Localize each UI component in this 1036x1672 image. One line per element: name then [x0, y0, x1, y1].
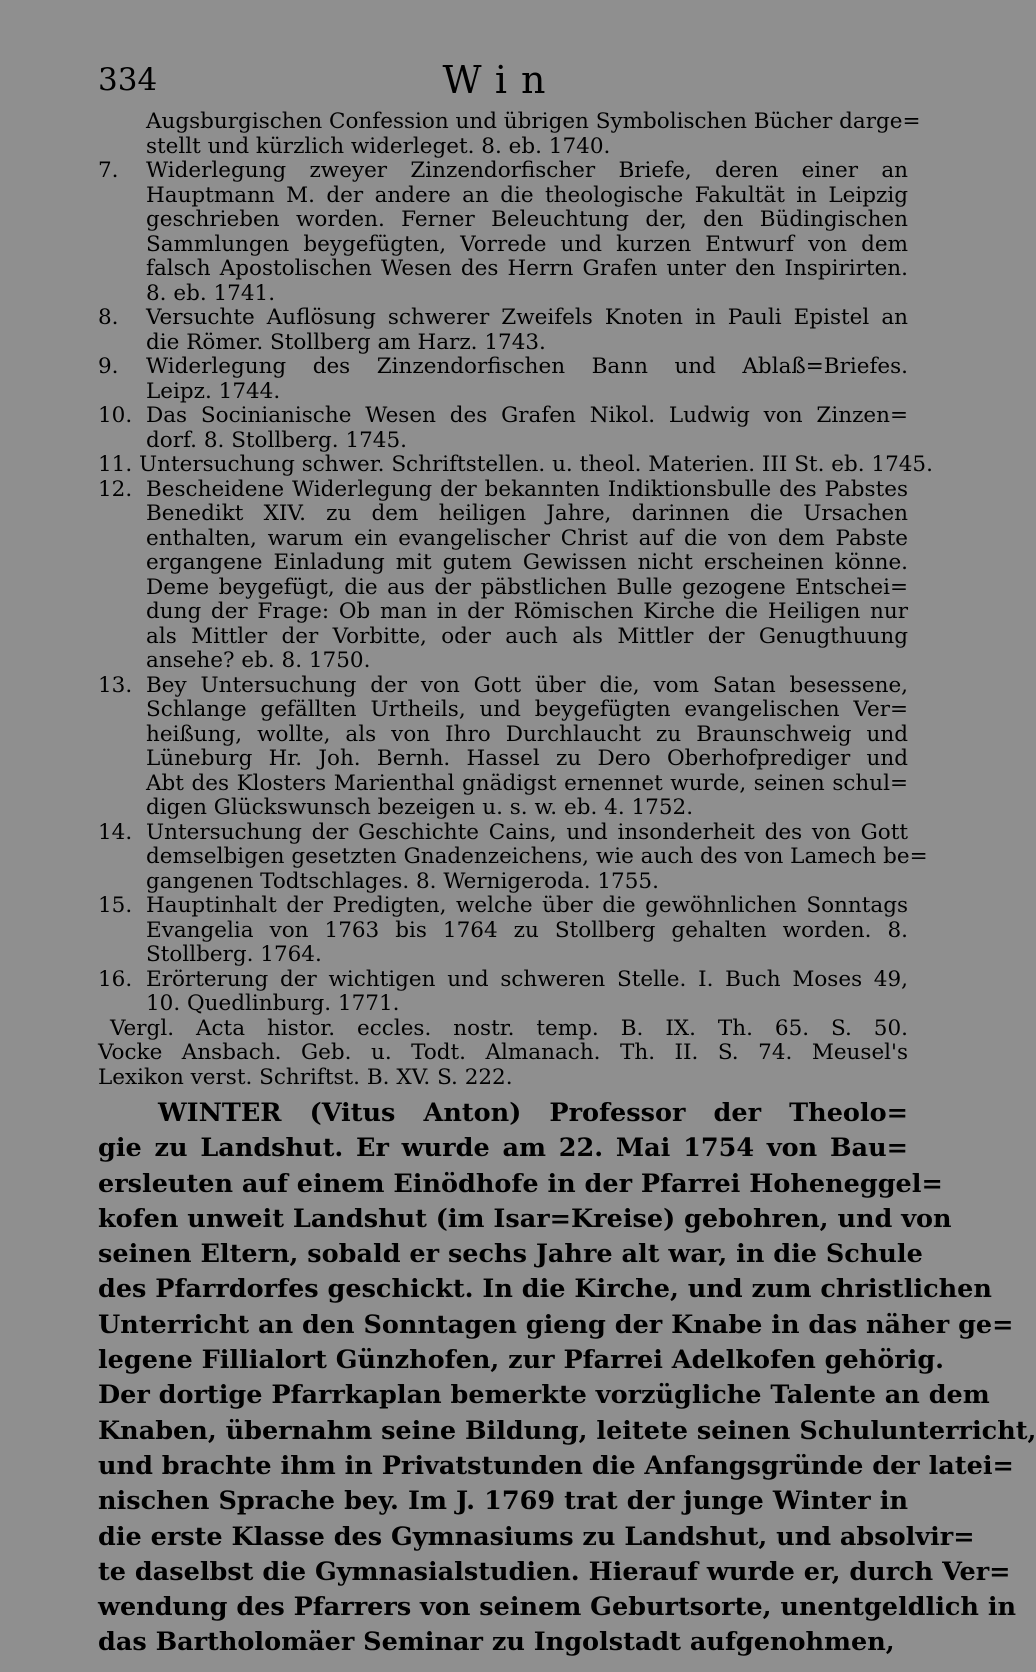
works-line	[98, 625, 908, 650]
works-line	[98, 723, 908, 748]
entry-line: legene Fillialort Günzhofen, zur Pfarrei Adelkofen gehörig.	[98, 1345, 945, 1376]
item-number: 8.	[98, 305, 119, 330]
works-line	[98, 576, 908, 601]
entry-line: Unterricht an den Sonntagen gieng der Knabe in das näher ge=	[98, 1309, 1014, 1340]
line-text: Widerlegung des Zinzendorfischen Bann und Ablaß=Briefes.	[146, 354, 908, 379]
works-line	[98, 844, 928, 870]
line-text: Untersuchung der Geschichte Cains, und insonderheit des von Gott	[146, 819, 908, 845]
line-text: 11. Untersuchung schwer. Schriftstellen. u. theol. Materien. III St. eb. 1745.	[98, 452, 933, 477]
works-line	[98, 919, 908, 944]
works-line	[98, 109, 921, 135]
line-text: Schlange gefällten Urtheils, und beygefügten evangelischen Ver=	[146, 697, 908, 722]
works-line	[98, 452, 933, 478]
line-text: Leipz. 1744.	[146, 378, 281, 404]
line-text: Versuchte Auflösung schwerer Zweifels Knoten in Pauli Epistel an	[146, 305, 908, 330]
line-text: Hauptmann M. der andere an die theologische Fakultät in Leipzig	[146, 182, 908, 208]
line-text: Stollberg. 1764.	[146, 942, 322, 967]
works-line	[98, 968, 908, 993]
entry-line: ersleuten auf einem Einödhofe in der Pfarrei Hoheneggel=	[98, 1168, 943, 1199]
line-text: Bescheidene Widerlegung der bekannten Indiktionsbulle des Pabstes	[146, 476, 908, 502]
works-line	[98, 380, 908, 405]
item-number: 12.	[98, 476, 133, 502]
line-text: dung der Frage: Ob man in der Römischen Kirche die Heiligen nur	[146, 599, 908, 624]
works-line	[98, 821, 908, 846]
line-text: 8. eb. 1741.	[146, 280, 276, 306]
line-text: geschrieben worden. Ferner Beleuchtung der, den Büdingischen	[146, 207, 908, 232]
works-line	[98, 992, 908, 1017]
works-line	[98, 1041, 908, 1066]
entry-line: Der dortige Pfarrkaplan bemerkte vorzügliche Talente an dem	[98, 1380, 990, 1411]
entry-line: gie zu Landshut. Er wurde am 22. Mai 1754 von Bau=	[98, 1133, 908, 1164]
works-line	[98, 233, 908, 258]
line-text: Lüneburg Hr. Joh. Bernh. Hassel zu Dero Oberhofprediger und	[146, 746, 908, 771]
line-text: Abt des Klosters Marienthal gnädigst ernennet wurde, seinen schul=	[146, 770, 908, 796]
works-line	[98, 502, 908, 527]
works-line	[98, 306, 908, 331]
works-line	[98, 894, 908, 919]
works-line	[98, 355, 908, 380]
line-text: ergangene Einladung mit gutem Gewissen nicht erscheinen könne.	[146, 550, 908, 575]
works-line	[98, 796, 908, 821]
works-line	[98, 282, 908, 307]
item-number: 15.	[98, 893, 133, 918]
line-text: Deme beygefügt, die aus der päbstlichen Bulle gezogene Entschei=	[146, 574, 908, 600]
item-number: 14.	[98, 819, 133, 845]
entry-line: die erste Klasse des Gymnasiums zu Landshut, und absolvir=	[98, 1521, 975, 1552]
line-text: Evangelia von 1763 bis 1764 zu Stollberg gehalten worden. 8.	[146, 917, 908, 943]
works-line	[98, 772, 908, 797]
line-text: digen Glückswunsch bezeigen u. s. w. eb. 4. 1752.	[146, 795, 694, 820]
entry-line: wendung des Pfarrers von seinem Geburtsorte, unentgeldlich in	[98, 1592, 1017, 1623]
line-text: enthalten, warum ein evangelischer Christ auf die von dem Pabste	[146, 525, 908, 551]
entry-line: seinen Eltern, sobald er sechs Jahre alt war, in die Schule	[98, 1239, 923, 1270]
works-line	[98, 135, 908, 160]
line-text: ansehe? eb. 8. 1750.	[146, 648, 371, 673]
entry-line: te daselbst die Gymnasialstudien. Hierauf wurde er, durch Ver=	[98, 1556, 1011, 1587]
line-text: Sammlungen beygefügten, Vorrede und kurzen Entwurf von dem	[146, 231, 908, 257]
works-line	[98, 404, 908, 429]
line-text: die Römer. Stollberg am Harz. 1743.	[146, 329, 546, 355]
item-number: 10.	[98, 403, 133, 428]
line-text: 10. Quedlinburg. 1771.	[146, 991, 400, 1016]
item-number: 13.	[98, 672, 133, 698]
works-line	[98, 429, 908, 454]
line-text: falsch Apostolischen Wesen des Herrn Grafen unter den Inspirirten.	[146, 256, 908, 281]
line-text: heißung, wollte, als von Ihro Durchlaucht zu Braunschweig und	[146, 721, 908, 747]
works-line	[98, 943, 908, 968]
running-head: Win	[442, 58, 560, 102]
works-line	[98, 257, 908, 282]
item-number: 9.	[98, 354, 119, 379]
works-line	[98, 870, 908, 895]
line-text: dorf. 8. Stollberg. 1745.	[146, 427, 408, 453]
line-text: stellt und kürzlich widerleget. 8. eb. 1740.	[146, 133, 611, 159]
line-text: demselbigen gesetzten Gnadenzeichens, wie auch des von Lamech be=	[146, 844, 928, 869]
biography-entry	[98, 1096, 1036, 1661]
works-line	[98, 747, 908, 772]
works-line	[98, 649, 908, 674]
works-line	[98, 674, 908, 699]
page-header	[98, 58, 904, 104]
line-text: Bey Untersuchung der von Gott über die, vom Satan besessene,	[146, 672, 908, 698]
line-text: als Mittler der Vorbitte, oder auch als Mittler der Genugthuung	[146, 623, 908, 649]
entry-line: des Pfarrdorfes geschickt. In die Kirche, und zum christlichen	[98, 1274, 992, 1305]
works-line	[98, 1017, 908, 1042]
entry-line: das Bartholomäer Seminar zu Ingolstadt aufgenohmen,	[98, 1627, 895, 1658]
works-line	[98, 478, 908, 503]
works-line	[98, 331, 908, 356]
works-line	[98, 698, 908, 723]
works-line	[98, 208, 908, 233]
entry-heading-line: WINTER (Vitus Anton) Professor der Theolo=	[158, 1098, 908, 1128]
works-line	[98, 551, 908, 576]
line-text: Erörterung der wichtigen und schweren Stelle. I. Buch Moses 49,	[146, 966, 908, 992]
entry-line: und brachte ihm in Privatstunden die Anfangsgründe der latei=	[98, 1450, 1014, 1481]
works-line	[98, 184, 908, 209]
line-text: Hauptinhalt der Predigten, welche über die gewöhnlichen Sonntags	[146, 893, 908, 918]
page-number: 334	[98, 62, 158, 98]
line-text: Widerlegung zweyer Zinzendorfischer Briefe, deren einer an	[146, 158, 908, 183]
entry-line: nischen Sprache bey. Im J. 1769 trat der junge Winter in	[98, 1486, 908, 1517]
works-list	[98, 109, 933, 1090]
line-text: Vergl. Acta histor. eccles. nostr. temp. B. IX. Th. 65. S. 50.	[110, 1015, 908, 1041]
line-text: Das Socinianische Wesen des Grafen Nikol. Ludwig von Zinzen=	[146, 403, 908, 428]
line-text: Augsburgischen Confession und übrigen Symbolischen Bücher darge=	[146, 109, 921, 134]
item-number: 16.	[98, 966, 133, 992]
page-body	[98, 109, 1036, 1661]
entry-line: kofen unweit Landshut (im Isar=Kreise) gebohren, und von	[98, 1203, 952, 1234]
line-text: gangenen Todtschlages. 8. Wernigeroda. 1755.	[146, 868, 659, 894]
works-line	[98, 600, 908, 625]
line-text: Benedikt XIV. zu dem heiligen Jahre, darinnen die Ursachen	[146, 501, 908, 526]
works-line	[98, 159, 908, 184]
works-line	[98, 527, 908, 552]
line-text: Vocke Ansbach. Geb. u. Todt. Almanach. Th. II. S. 74. Meusel's	[98, 1040, 908, 1065]
entry-line: Knaben, übernahm seine Bildung, leitete seinen Schulunterricht,	[98, 1415, 1036, 1446]
line-text: Lexikon verst. Schriftst. B. XV. S. 222.	[98, 1064, 513, 1090]
item-number: 7.	[98, 158, 119, 183]
works-line	[98, 1066, 908, 1091]
